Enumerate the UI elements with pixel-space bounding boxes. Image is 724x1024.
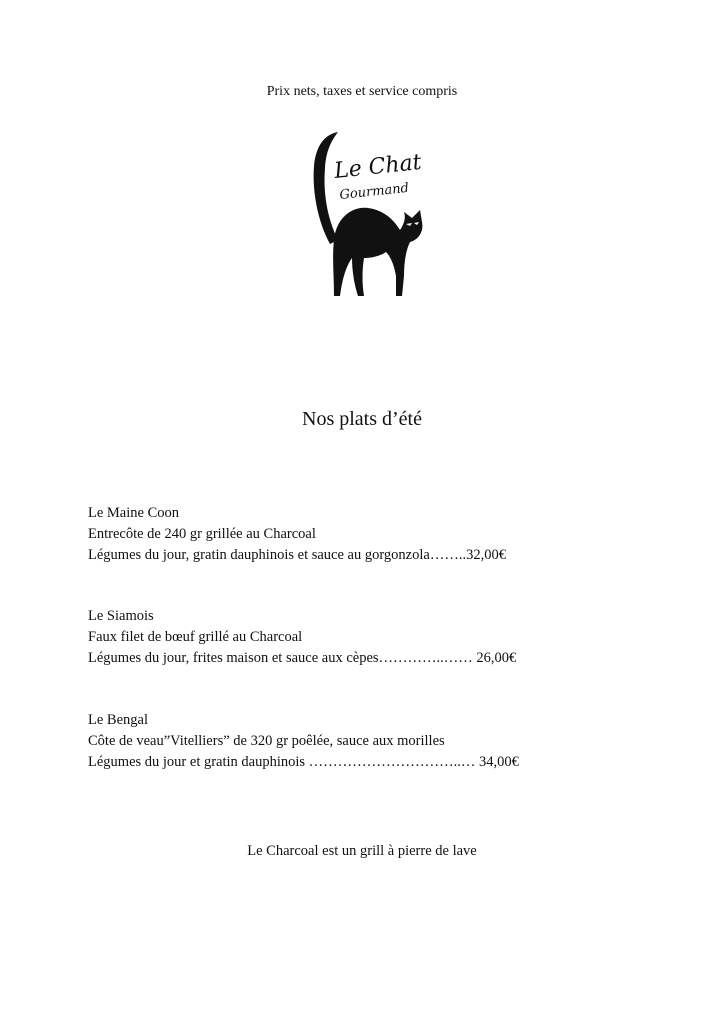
dish-description: Entrecôte de 240 gr grillée au Charcoal <box>88 526 316 542</box>
dish-item <box>88 606 648 669</box>
dish-sides-price: Légumes du jour et gratin dauphinois …………………………..… 34,00€ <box>88 754 519 770</box>
dish-item <box>88 710 648 773</box>
prices-note: Prix nets, taxes et service compris <box>266 84 458 99</box>
dish-name: Le Bengal <box>88 712 148 728</box>
footer-note: Le Charcoal est un grill à pierre de lave <box>247 843 477 859</box>
logo-text-line1: Le Chat <box>333 149 423 184</box>
dish-name: Le Siamois <box>88 608 154 624</box>
restaurant-logo <box>300 126 430 301</box>
section-title: Nos plats d’été <box>302 408 422 430</box>
dish-item <box>88 503 648 566</box>
dish-description: Faux filet de bœuf grillé au Charcoal <box>88 629 303 645</box>
dish-description: Côte de veau”Vitelliers” de 320 gr poêlée, sauce aux morilles <box>88 733 445 749</box>
cat-logo-icon <box>300 126 430 301</box>
cat-body-shape <box>333 208 422 296</box>
cat-tail-shape <box>314 132 338 244</box>
dish-sides-price: Légumes du jour, frites maison et sauce aux cèpes…………..…… 26,00€ <box>88 650 517 666</box>
logo-text-line2: Gourmand <box>338 180 410 203</box>
dish-sides-price: Légumes du jour, gratin dauphinois et sauce au gorgonzola……..32,00€ <box>88 547 506 563</box>
dish-name: Le Maine Coon <box>88 505 180 521</box>
